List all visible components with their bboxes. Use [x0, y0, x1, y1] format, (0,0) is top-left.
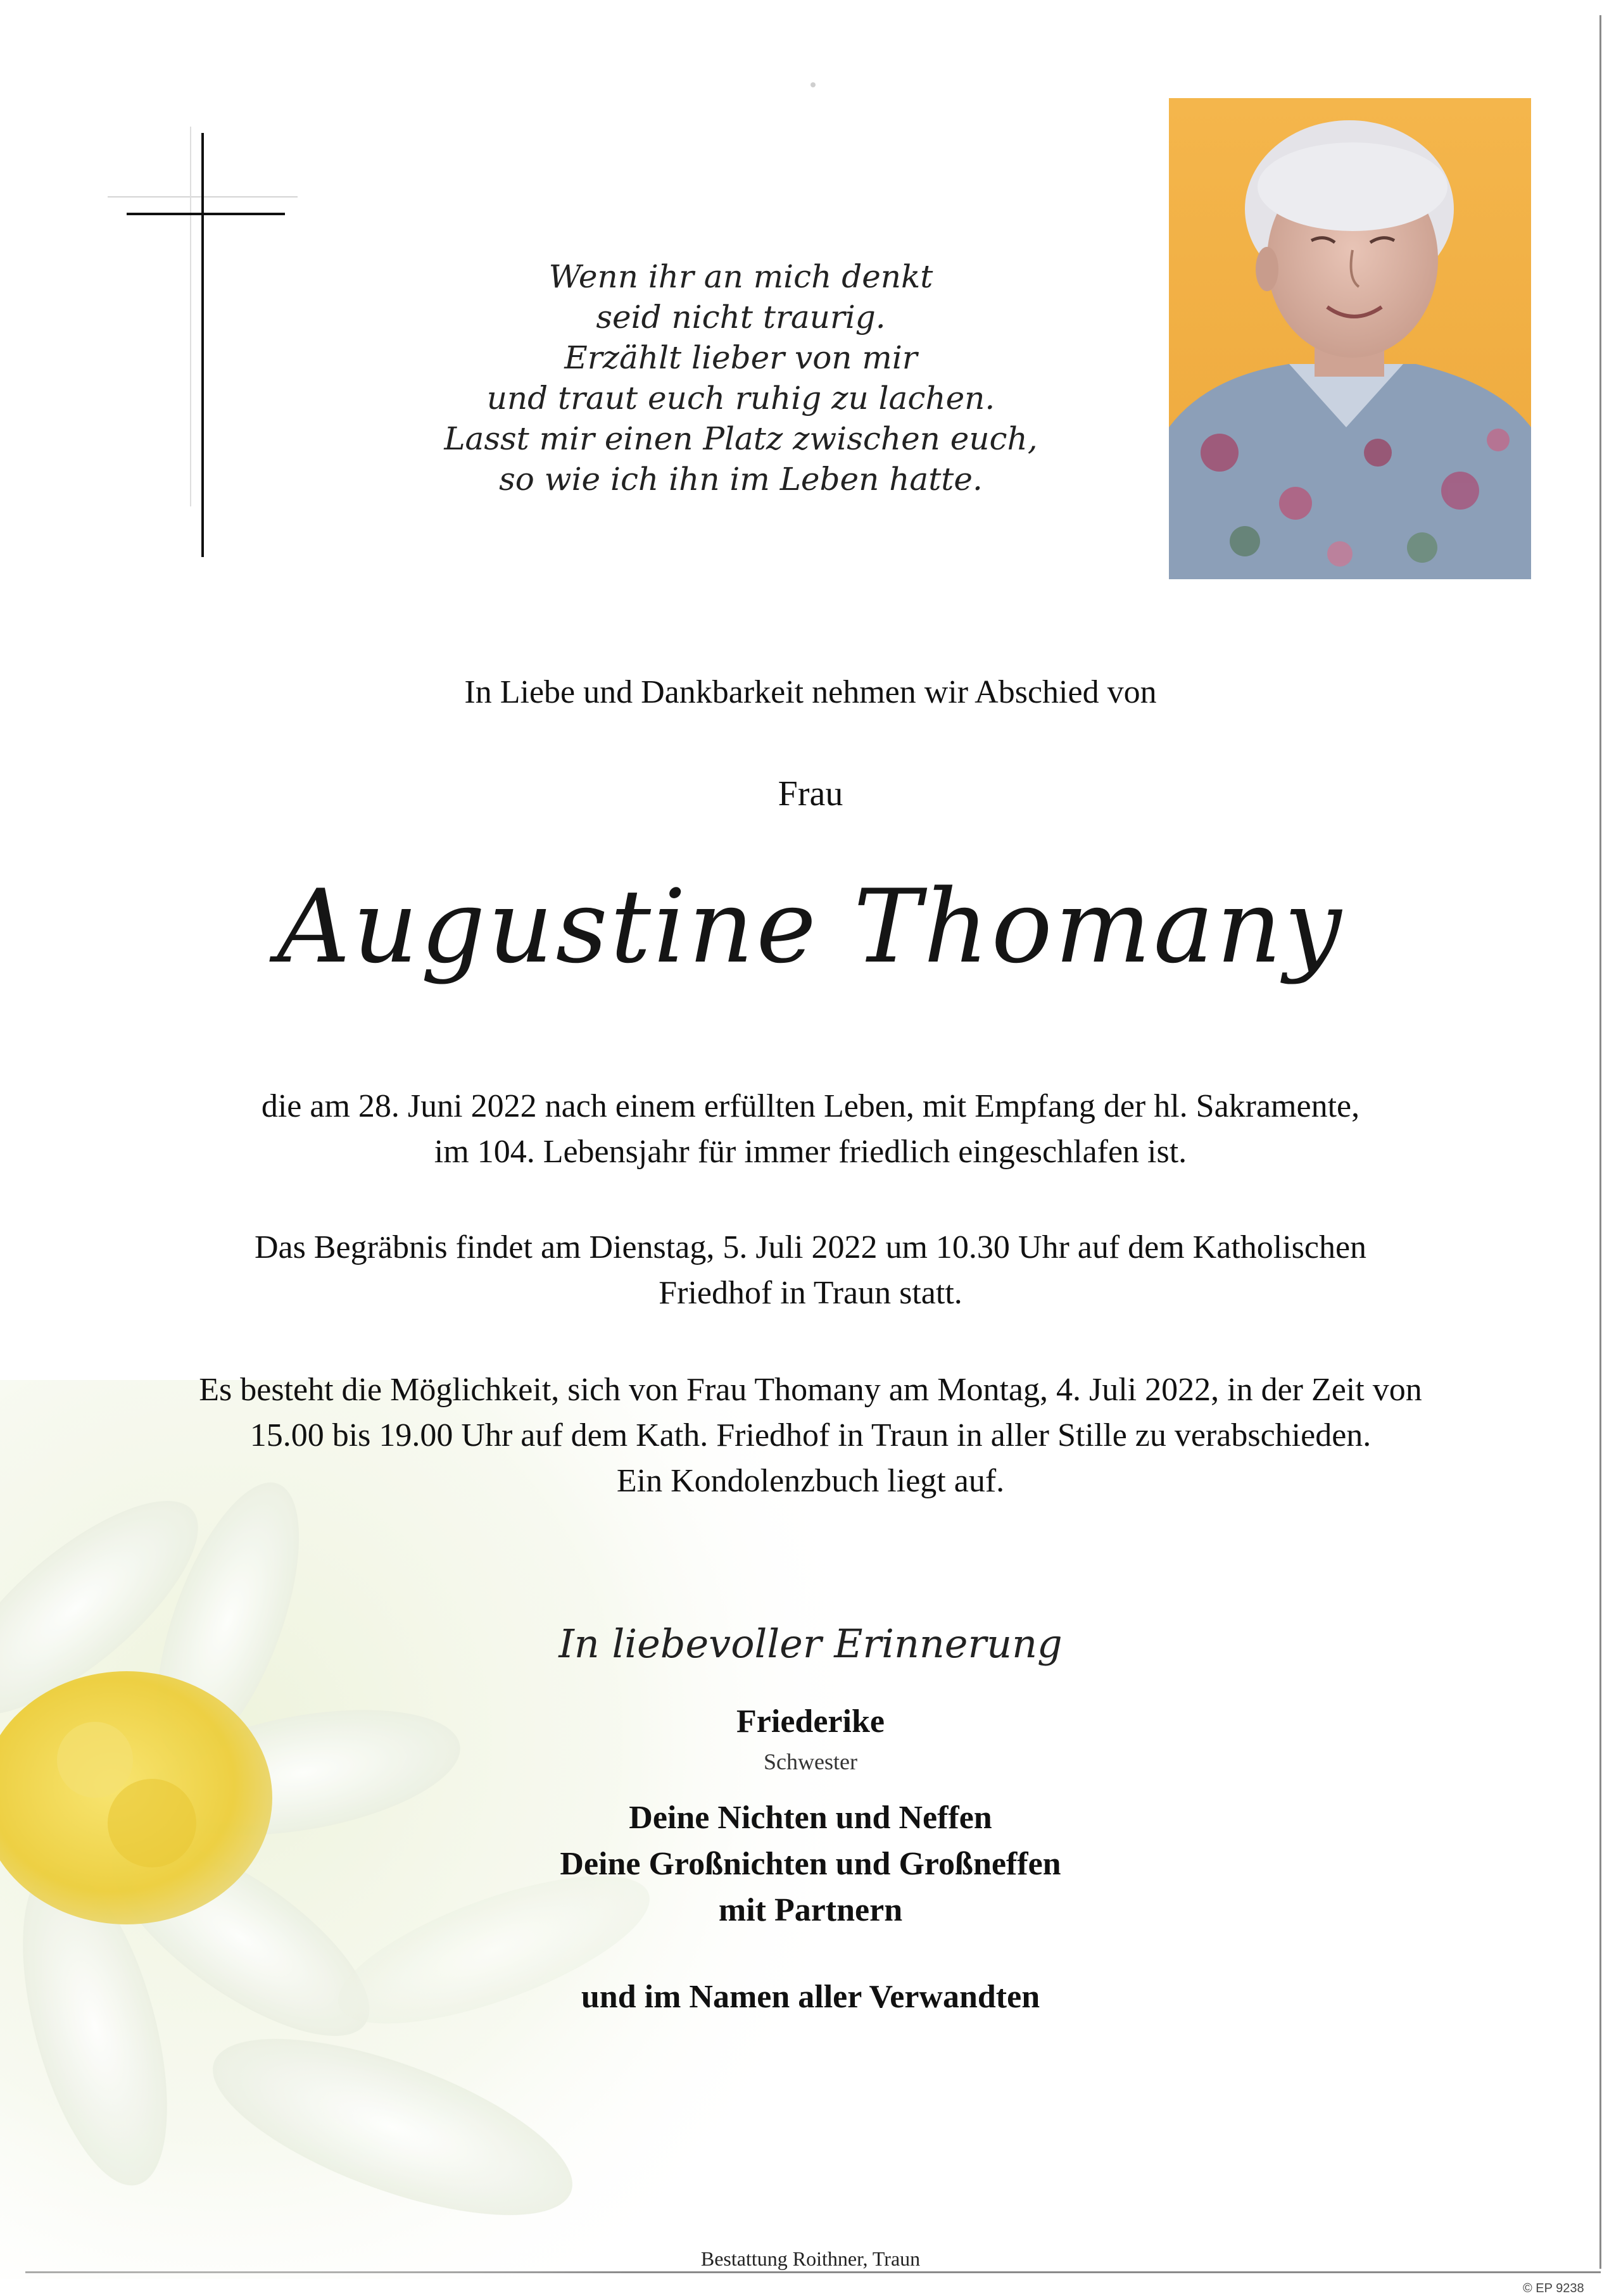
- salutation: Frau: [778, 774, 843, 813]
- cross-icon-horizontal: [127, 213, 285, 215]
- poem-line: seid nicht traurig.: [596, 299, 886, 336]
- paragraph-line: 15.00 bis 19.00 Uhr auf dem Kath. Friedhof in Traun in aller Stille zu verabschieden.: [249, 1417, 1372, 1453]
- paragraph-line: Das Begräbnis findet am Dienstag, 5. Juli 2022 um 10.30 Uhr auf dem Katholischen: [254, 1229, 1367, 1265]
- farewell-intro: In Liebe und Dankbarkeit nehmen wir Abschied von: [464, 674, 1157, 710]
- poem-line: Wenn ihr an mich denkt: [548, 258, 933, 295]
- viewing-paragraph: [0, 1367, 1621, 1504]
- closing-line: und im Namen aller Verwandten: [581, 1979, 1040, 2015]
- mourner-name: Friederike: [736, 1703, 885, 1740]
- family-line: mit Partnern: [718, 1892, 903, 1928]
- cross-icon-vertical: [201, 133, 204, 557]
- funeral-paragraph: [0, 1225, 1621, 1316]
- poem-line: und traut euch ruhig zu lachen.: [486, 380, 995, 417]
- family-line: Deine Nichten und Neffen: [629, 1800, 992, 1836]
- poem-line: Erzählt lieber von mir: [564, 339, 918, 376]
- paragraph-line: im 104. Lebensjahr für immer friedlich eingeschlafen ist.: [434, 1134, 1187, 1170]
- remembrance-heading: In liebevoller Erinnerung: [558, 1621, 1063, 1667]
- deceased-name: Augustine Thomany: [277, 867, 1344, 986]
- cross-shadow-vertical: [190, 127, 191, 506]
- portrait-photo: [1169, 98, 1531, 579]
- paragraph-line: Es besteht die Möglichkeit, sich von Frau Thomany am Montag, 4. Juli 2022, in der Zeit von: [199, 1372, 1422, 1408]
- mourner-relation: Schwester: [764, 1749, 857, 1774]
- paragraph-line: die am 28. Juni 2022 nach einem erfüllten Leben, mit Empfang der hl. Sakramente,: [261, 1088, 1360, 1124]
- death-notice-paragraph: [0, 1084, 1621, 1175]
- poem: [393, 256, 1089, 499]
- print-code: © EP 9238: [1523, 2281, 1584, 2295]
- family-list: [0, 1795, 1621, 1933]
- funeral-home: Bestattung Roithner, Traun: [700, 2247, 921, 2270]
- poem-line: so wie ich ihn im Leben hatte.: [499, 461, 983, 498]
- paragraph-line: Ein Kondolenzbuch liegt auf.: [616, 1463, 1005, 1499]
- poem-line: Lasst mir einen Platz zwischen euch,: [444, 420, 1038, 457]
- paragraph-line: Friedhof in Traun statt.: [659, 1275, 962, 1311]
- family-line: Deine Großnichten und Großneffen: [560, 1846, 1061, 1882]
- decorative-dot: [810, 82, 816, 87]
